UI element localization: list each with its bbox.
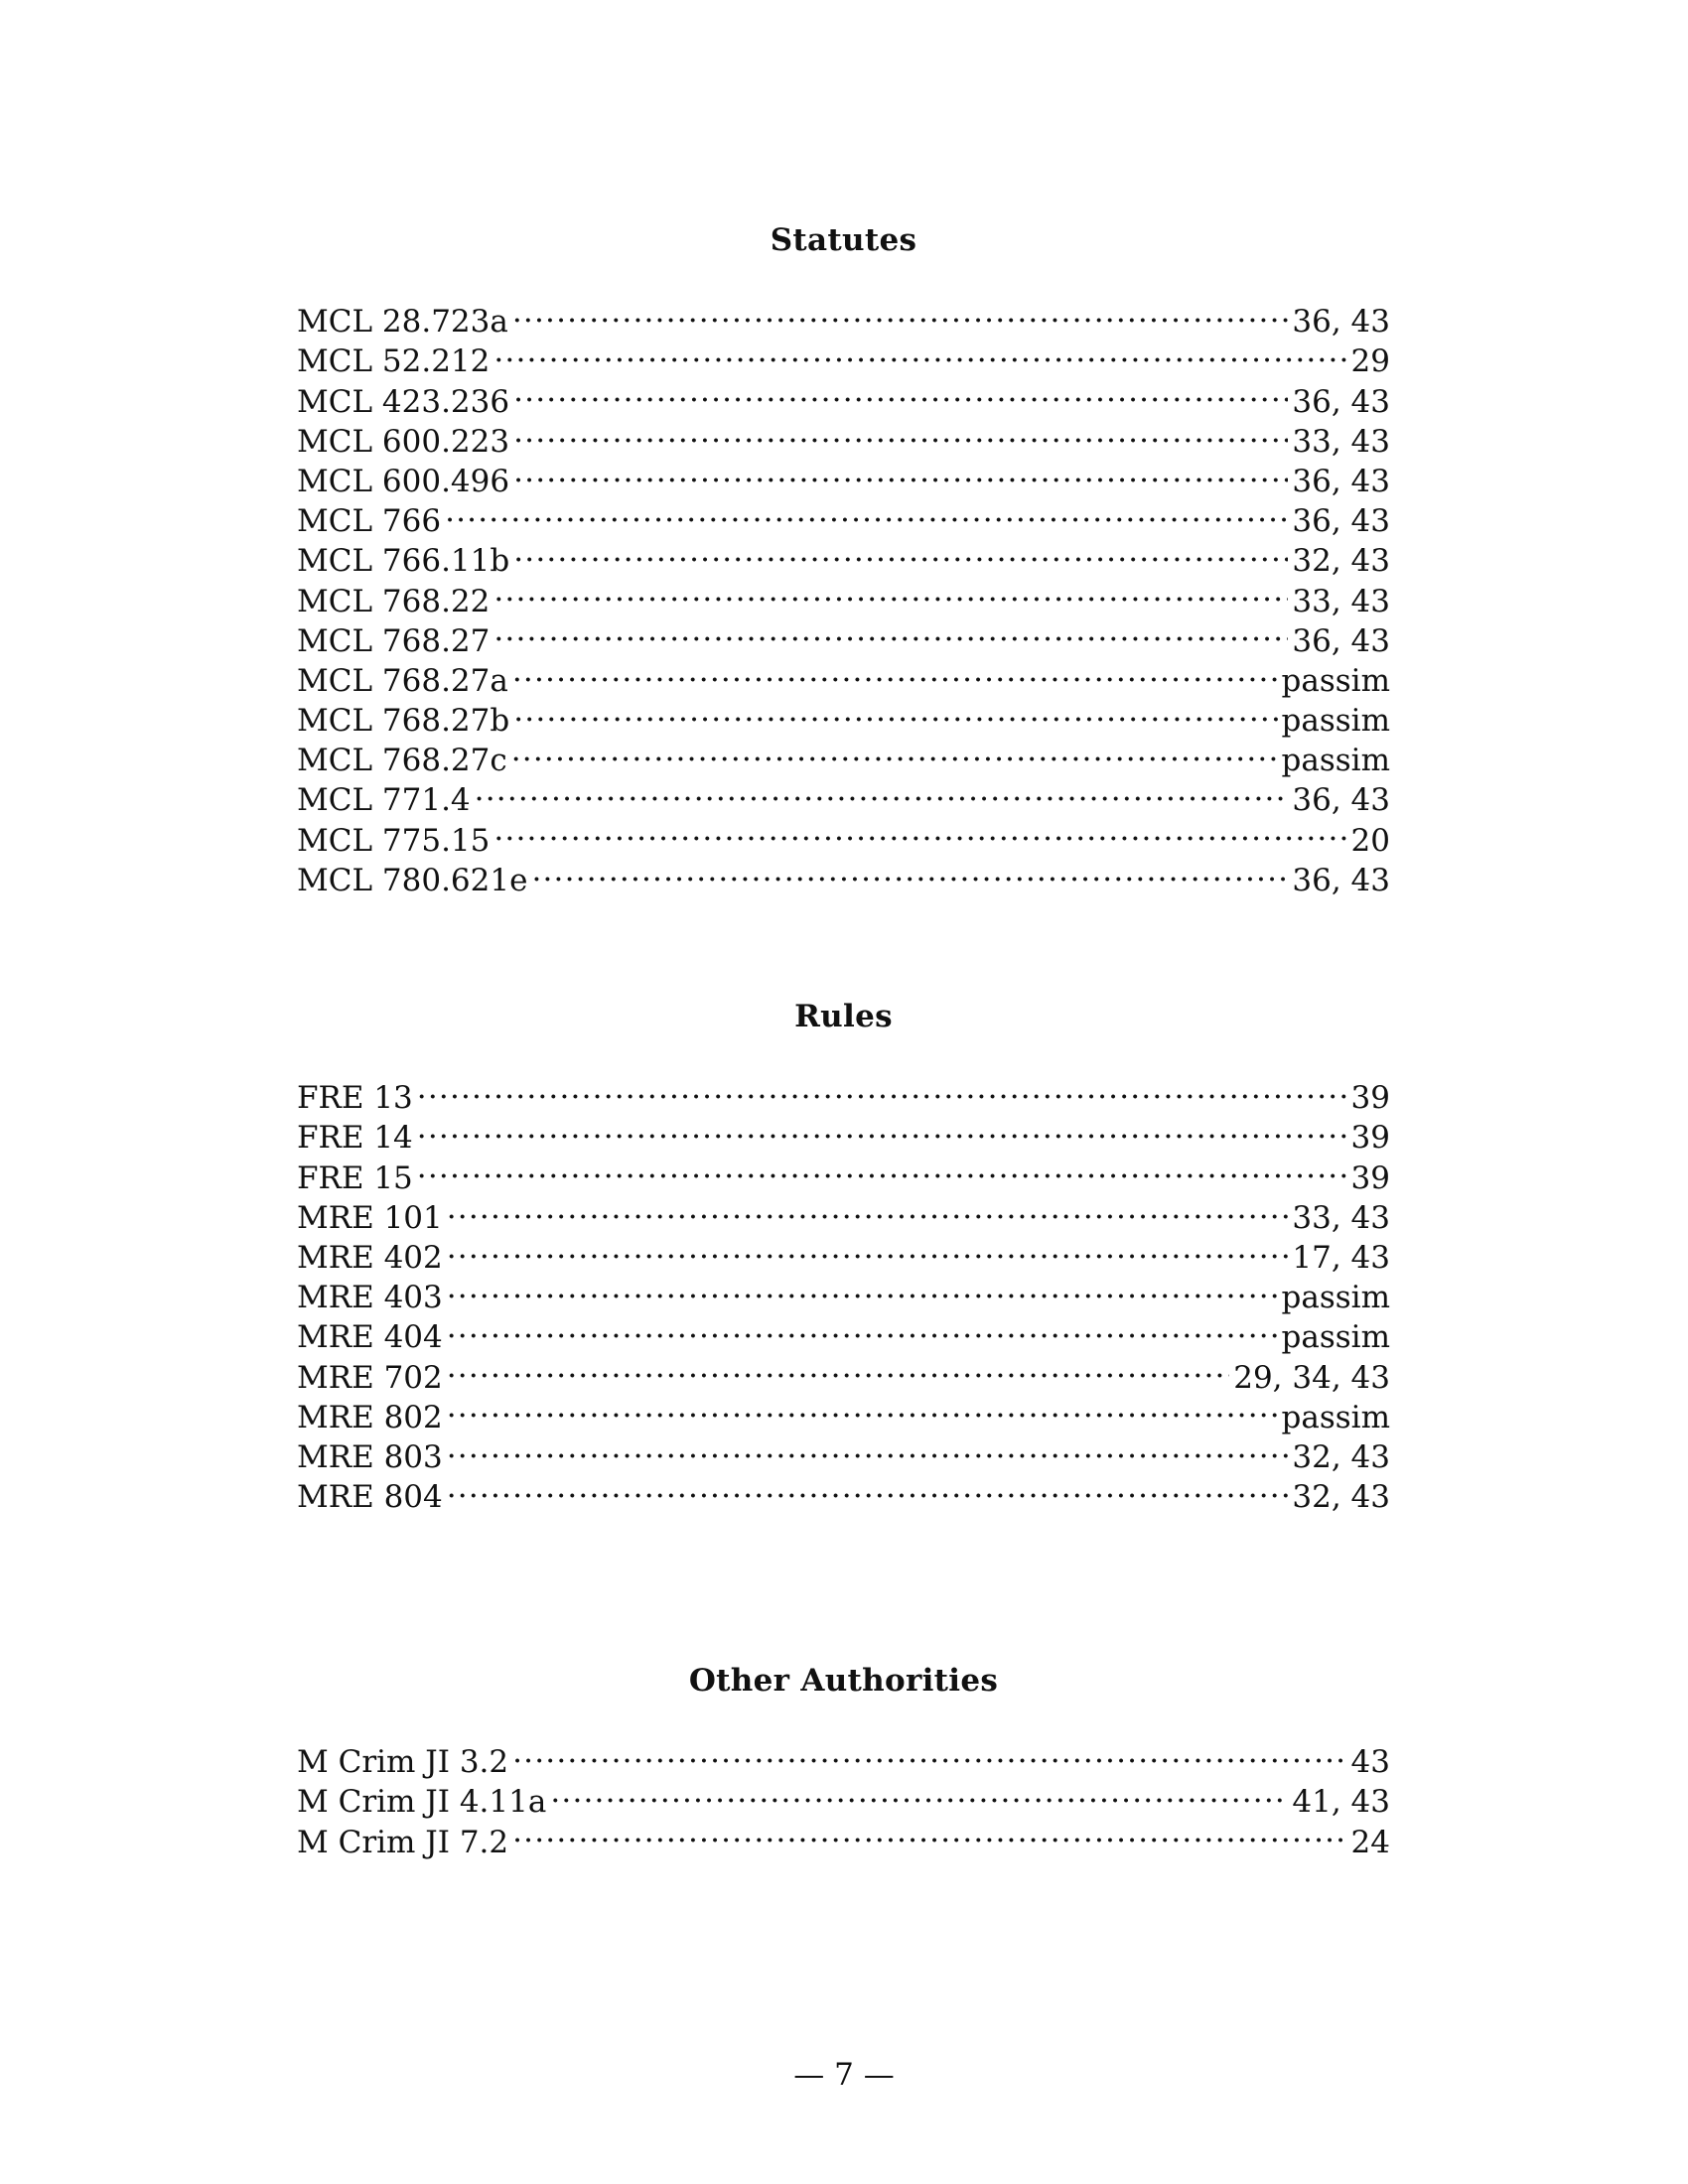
dot-leader bbox=[417, 1108, 1347, 1148]
dot-leader bbox=[550, 1772, 1288, 1812]
page-references: 33, 43 bbox=[1292, 583, 1390, 619]
page-references: 36, 43 bbox=[1292, 622, 1390, 659]
page-references: 33, 43 bbox=[1292, 1199, 1390, 1236]
page-references: passim bbox=[1281, 662, 1390, 699]
authority-label: MRE 403 bbox=[297, 1280, 443, 1316]
authority-label: MRE 404 bbox=[297, 1319, 443, 1356]
list-item bbox=[297, 491, 1390, 540]
page-references: 36, 43 bbox=[1292, 383, 1390, 420]
page-references: 36, 43 bbox=[1292, 782, 1390, 819]
page-references: 33, 43 bbox=[1292, 423, 1390, 460]
authority-label: MCL 768.27c bbox=[297, 743, 507, 779]
page-references: 36, 43 bbox=[1292, 503, 1390, 540]
page-references: passim bbox=[1281, 703, 1390, 740]
authority-label: MRE 702 bbox=[297, 1359, 443, 1396]
rules-section bbox=[297, 997, 1390, 1516]
page-references: 29 bbox=[1350, 343, 1390, 380]
authority-label: MCL 423.236 bbox=[297, 383, 510, 420]
list-item bbox=[297, 1268, 1390, 1316]
authority-label: FRE 15 bbox=[297, 1160, 413, 1196]
authority-label: MCL 775.15 bbox=[297, 822, 491, 859]
page-references: 20 bbox=[1350, 822, 1390, 859]
other-authorities-section bbox=[297, 1661, 1390, 1860]
authority-label: MCL 600.496 bbox=[297, 463, 510, 499]
authority-label: MCL 768.27 bbox=[297, 622, 491, 659]
dot-leader bbox=[493, 332, 1346, 371]
authority-label: M Crim JI 4.11a bbox=[297, 1784, 547, 1821]
section-title: Rules bbox=[794, 999, 893, 1034]
dot-leader bbox=[512, 651, 1278, 691]
list-item bbox=[297, 1108, 1390, 1157]
page-references: passim bbox=[1281, 743, 1390, 779]
dot-leader bbox=[493, 810, 1346, 850]
dot-leader bbox=[512, 1732, 1346, 1772]
dot-leader bbox=[447, 1388, 1278, 1428]
dot-leader bbox=[447, 1347, 1229, 1387]
dot-leader bbox=[513, 412, 1288, 452]
dot-leader bbox=[447, 1428, 1289, 1467]
authority-label: MCL 600.223 bbox=[297, 423, 510, 460]
list-item bbox=[297, 1347, 1390, 1396]
page-references: 32, 43 bbox=[1292, 543, 1390, 580]
authority-label: MCL 768.27b bbox=[297, 703, 510, 740]
list-item bbox=[297, 1388, 1390, 1435]
page-references: passim bbox=[1281, 1280, 1390, 1316]
dot-leader bbox=[475, 770, 1289, 810]
authority-label: MCL 28.723a bbox=[297, 304, 508, 341]
authority-label: MCL 780.621e bbox=[297, 862, 528, 898]
rules-entries bbox=[297, 1068, 1390, 1516]
page-references: 24 bbox=[1350, 1824, 1390, 1860]
authority-label: MCL 766 bbox=[297, 503, 442, 540]
page-references: 32, 43 bbox=[1292, 1438, 1390, 1475]
section-title: Other Authorities bbox=[688, 1663, 999, 1699]
list-item bbox=[297, 531, 1390, 580]
dot-leader bbox=[513, 452, 1288, 491]
dot-leader bbox=[445, 491, 1288, 531]
authority-label: MCL 768.22 bbox=[297, 583, 491, 619]
authority-label: MRE 402 bbox=[297, 1239, 443, 1276]
page-number: — 7 — bbox=[793, 2057, 895, 2093]
dot-leader bbox=[513, 691, 1277, 731]
list-item bbox=[297, 1732, 1390, 1781]
statutes-entries bbox=[297, 292, 1390, 898]
dot-leader bbox=[511, 731, 1278, 770]
page-references: 39 bbox=[1350, 1080, 1390, 1117]
dot-leader bbox=[447, 1467, 1289, 1507]
list-item bbox=[297, 1068, 1390, 1117]
authority-label: MCL 771.4 bbox=[297, 782, 471, 819]
authority-label: FRE 14 bbox=[297, 1120, 413, 1157]
dot-leader bbox=[513, 371, 1288, 411]
page-references: 36, 43 bbox=[1292, 862, 1390, 898]
dot-leader bbox=[512, 292, 1289, 332]
list-item bbox=[297, 1428, 1390, 1475]
page-references: 17, 43 bbox=[1292, 1239, 1390, 1276]
other-authorities-entries bbox=[297, 1732, 1390, 1860]
dot-leader bbox=[493, 612, 1288, 651]
page-references: 29, 34, 43 bbox=[1233, 1359, 1390, 1396]
page-references: 39 bbox=[1350, 1120, 1390, 1157]
list-item bbox=[297, 1467, 1390, 1516]
authority-label: MRE 804 bbox=[297, 1479, 443, 1516]
list-item bbox=[297, 1228, 1390, 1276]
authority-label: FRE 13 bbox=[297, 1080, 413, 1117]
dot-leader bbox=[447, 1228, 1289, 1268]
authority-label: MCL 768.27a bbox=[297, 662, 508, 699]
authority-label: MRE 802 bbox=[297, 1399, 443, 1435]
dot-leader bbox=[531, 851, 1288, 890]
authority-label: MRE 803 bbox=[297, 1438, 443, 1475]
page-references: passim bbox=[1281, 1319, 1390, 1356]
page-references: 36, 43 bbox=[1292, 463, 1390, 499]
dot-leader bbox=[512, 1812, 1346, 1851]
dot-leader bbox=[513, 531, 1288, 571]
dot-leader bbox=[417, 1068, 1347, 1108]
list-item bbox=[297, 292, 1390, 341]
dot-leader bbox=[493, 571, 1288, 611]
authority-label: MCL 766.11b bbox=[297, 543, 510, 580]
page-references: 43 bbox=[1350, 1744, 1390, 1781]
list-item bbox=[297, 1188, 1390, 1236]
authority-label: MRE 101 bbox=[297, 1199, 443, 1236]
section-title: Statutes bbox=[770, 222, 917, 258]
statutes-section bbox=[297, 220, 1390, 898]
list-item bbox=[297, 1307, 1390, 1356]
dot-leader bbox=[417, 1148, 1347, 1187]
authority-label: MCL 52.212 bbox=[297, 343, 491, 380]
page-references: 39 bbox=[1350, 1160, 1390, 1196]
page-references: 41, 43 bbox=[1292, 1784, 1390, 1821]
dot-leader bbox=[447, 1307, 1278, 1347]
dot-leader bbox=[447, 1188, 1289, 1228]
page-references: 36, 43 bbox=[1292, 304, 1390, 341]
dot-leader bbox=[447, 1268, 1278, 1307]
page-references: passim bbox=[1281, 1399, 1390, 1435]
page-references: 32, 43 bbox=[1292, 1479, 1390, 1516]
authority-label: M Crim JI 7.2 bbox=[297, 1824, 509, 1860]
authority-label: M Crim JI 3.2 bbox=[297, 1744, 509, 1781]
list-item bbox=[297, 1148, 1390, 1196]
